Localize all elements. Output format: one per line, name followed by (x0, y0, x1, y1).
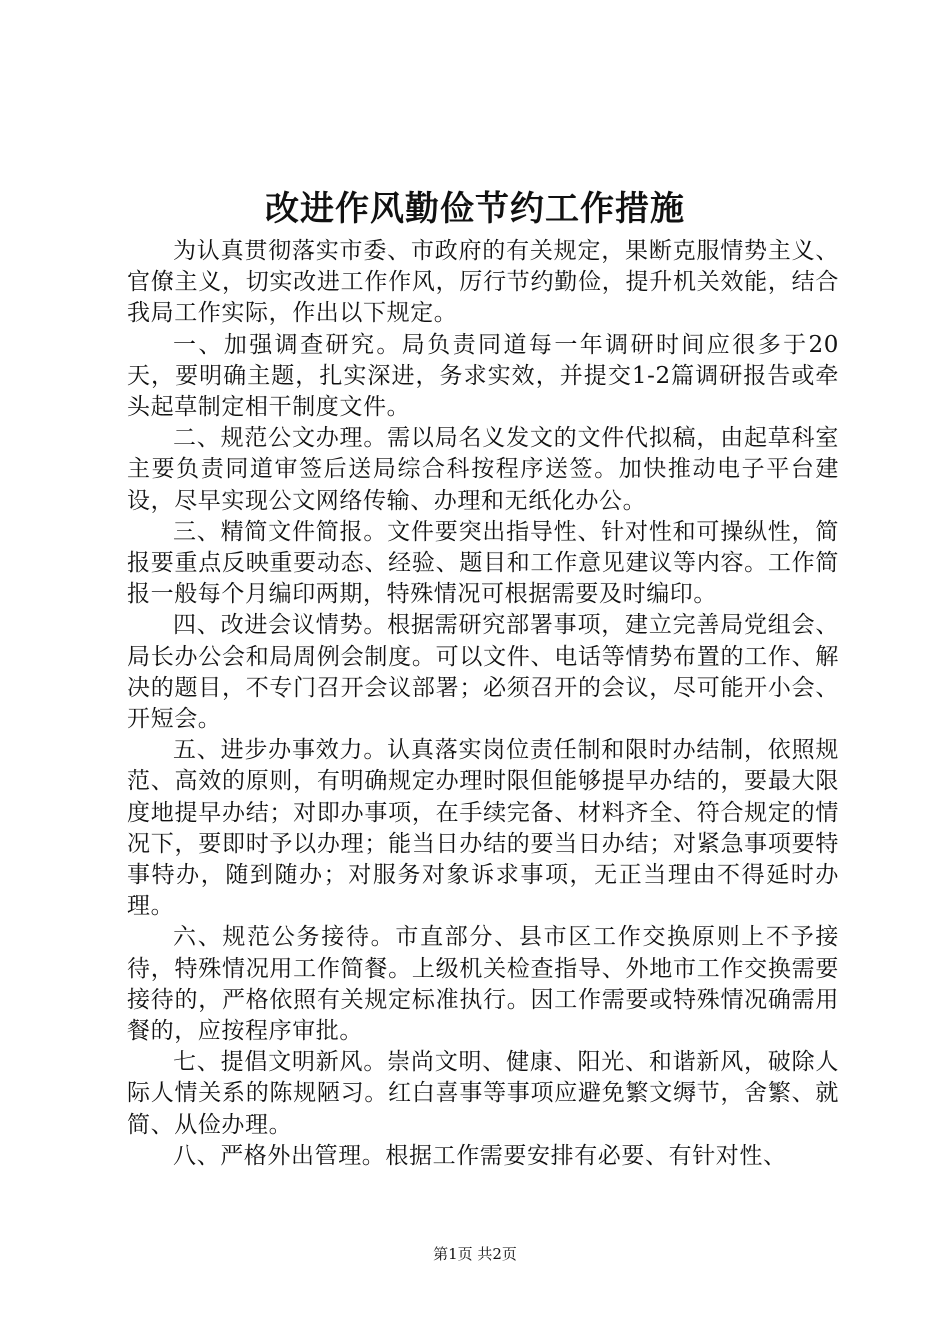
paragraph-1: 一、加强调查研究。局负责同道每一年调研时间应很多于20天，要明确主题，扎实深进，务求实效，并提交1-2篇调研报告或牵头起草制定相干制度文件。 (127, 331, 839, 421)
paragraph-2: 二、规范公文办理。需以局名义发文的文件代拟稿，由起草科室主要负责同道审签后送局综合科按程序送签。加快推动电子平台建设，尽早实现公文网络传输、办理和无纸化办公。 (127, 425, 839, 514)
paragraph-intro: 为认真贯彻落实市委、市政府的有关规定，果断克服情势主义、官僚主义，切实改进工作作风，厉行节约勤俭，提升机关效能，结合我局工作实际，作出以下规定。 (127, 238, 839, 327)
paragraph-4: 四、改进会议情势。根据需研究部署事项，建立完善局党组会、局长办公会和局周例会制度。可以文件、电话等情势布置的工作、解决的题目，不专门召开会议部署；必须召开的会议，尽可能开小会、开短会。 (127, 612, 839, 733)
document-body (127, 236, 839, 1172)
paragraph-5: 五、进步办事效力。认真落实岗位责任制和限时办结制，依照规范、高效的原则，有明确规定办理时限但能够提早办结的，要最大限度地提早办结；对即办事项，在手续完备、材料齐全、符合规定的情况下，要即时予以办理；能当日办结的要当日办结；对紧急事项要特事特办，随到随办；对服务对象诉求事项，无正当理由不得延时办理。 (127, 737, 839, 920)
paragraph-7: 七、提倡文明新风。崇尚文明、健康、阳光、和谐新风，破除人际人情关系的陈规陋习。红白喜事等事项应避免繁文缛节，舍繁、就简、从俭办理。 (127, 1049, 839, 1138)
page-footer: 第1页 共2页 (433, 1245, 517, 1263)
paragraph-6: 六、规范公务接待。市直部分、县市区工作交换原则上不予接待，特殊情况用工作简餐。上级机关检查指导、外地市工作交换需要接待的，严格依照有关规定标准执行。因工作需要或特殊情况确需用餐的，应按程序审批。 (127, 924, 839, 1045)
paragraph-3: 三、精简文件简报。文件要突出指导性、针对性和可操纵性，简报要重点反映重要动态、经验、题目和工作意见建议等内容。工作简报一般每个月编印两期，特殊情况可根据需要及时编印。 (127, 518, 839, 608)
paragraph-8: 八、严格外出管理。根据工作需要安排有必要、有针对性、 (173, 1142, 787, 1169)
document-title: 改进作风勤俭节约工作措施 (265, 189, 685, 229)
